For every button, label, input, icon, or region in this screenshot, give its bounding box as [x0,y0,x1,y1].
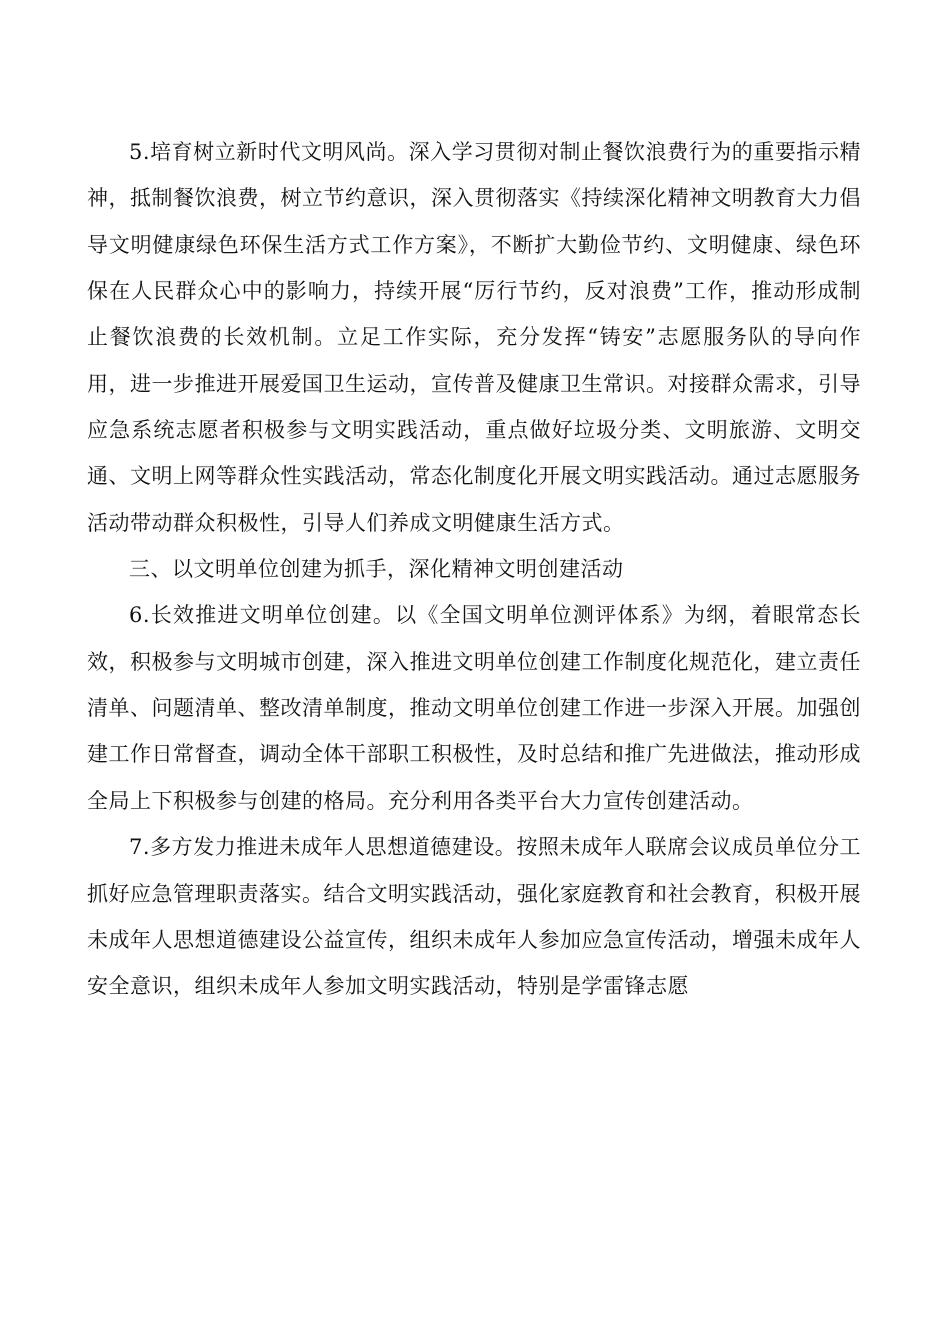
section-heading-3: 三、以文明单位创建为抓手，深化精神文明创建活动 [129,557,624,582]
paragraph-item-7: 7.多方发力推进未成年人思想道德建设。按照未成年人联席会议成员单位分工抓好应急管理职责落实。结合文明实践活动，强化家庭教育和社会教育，积极开展未成年人思想道德建设公益宣传，组织未成年人参加应急宣传活动，增强未成年人安全意识，组织未成年人参加文明实践活动，特别是学雷锋志愿 [87,835,861,999]
paragraph-item-5: 5.培育树立新时代文明风尚。深入学习贯彻对制止餐饮浪费行为的重要指示精神，抵制餐饮浪费，树立节约意识，深入贯彻落实《持续深化精神文明教育大力倡导文明健康绿色环保生活方式工作方案》，不断扩大勤俭节约、文明健康、绿色环保在人民群众心中的影响力，持续开展“厉行节约，反对浪费”工作，推动形成制止餐饮浪费的长效机制。立足工作实际，充分发挥“铸安”志愿服务队的导向作用，进一步推进开展爱国卫生运动，宣传普及健康卫生常识。对接群众需求，引导应急系统志愿者积极参与文明实践活动，重点做好垃圾分类、文明旅游、文明交通、文明上网等群众性实践活动，常态化制度化开展文明实践活动。通过志愿服务活动带动群众积极性，引导人们养成文明健康生活方式。 [87,140,861,535]
paragraph-item-6: 6.长效推进文明单位创建。以《全国文明单位测评体系》为纲，着眼常态长效，积极参与文明城市创建，深入推进文明单位创建工作制度化规范化，建立责任清单、问题清单、整改清单制度，推动文明单位创建工作进一步深入开展。加强创建工作日常督查，调动全体干部职工积极性，及时总结和推广先进做法，推动形成全局上下积极参与创建的格局。充分利用各类平台大力宣传创建活动。 [87,603,861,813]
document-body [87,129,861,1010]
